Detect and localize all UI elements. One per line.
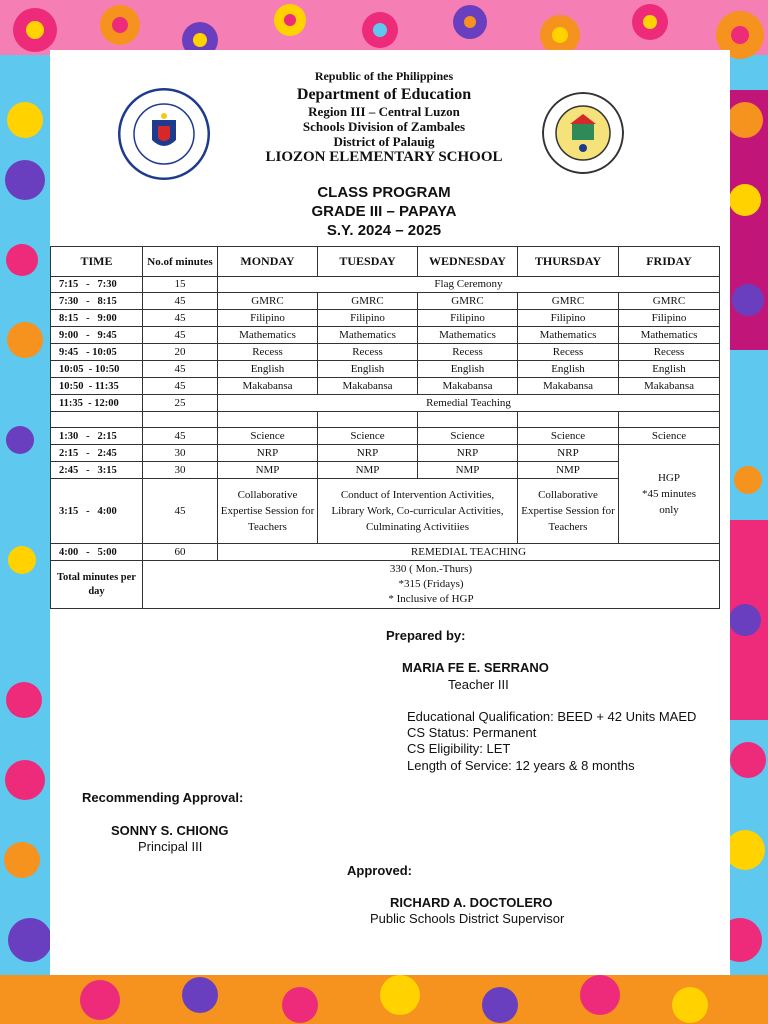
minutes-cell: 45	[143, 310, 218, 327]
col-header-tuesday: TUESDAY	[318, 247, 418, 277]
subject-cell: NMP	[418, 462, 518, 479]
remedial-teaching-cell: REMEDIAL TEACHING	[218, 544, 720, 561]
cs-status: CS Status: Permanent	[407, 725, 537, 740]
republic-text: Republic of the Philippines	[314, 69, 454, 83]
subject-cell: GMRC	[518, 293, 619, 310]
total-line-2: *315 (Fridays)	[398, 578, 464, 590]
time-cell: 10:50 - 11:35	[51, 378, 143, 395]
table-row	[51, 395, 720, 412]
prepared-by-label: Prepared by:	[386, 628, 466, 643]
hgp-title: HGP	[657, 472, 680, 484]
subject-cell: English	[619, 361, 720, 378]
minutes-cell: 15	[143, 277, 218, 293]
prepared-by-name: MARIA FE E. SERRANO	[402, 660, 549, 675]
hgp-note: *45 minutes only	[641, 488, 697, 516]
minutes-cell: 45	[143, 378, 218, 395]
table-row	[51, 445, 720, 462]
total-line-1: 330 ( Mon.-Thurs)	[389, 563, 473, 575]
subject-cell: Science	[619, 428, 720, 445]
table-row	[51, 544, 720, 561]
subject-cell: NRP	[218, 445, 318, 462]
table-row	[51, 344, 720, 361]
school-name: LIOZON ELEMENTARY SCHOOL	[265, 149, 503, 165]
district-text: District of Palauig	[333, 134, 435, 149]
hgp-cell	[619, 445, 720, 544]
table-row	[51, 277, 720, 293]
recommending-approval-label: Recommending Approval:	[82, 790, 244, 805]
subject-cell: GMRC	[318, 293, 418, 310]
region-text: Region III – Central Luzon	[308, 104, 460, 119]
approved-label: Approved:	[347, 863, 412, 878]
minutes-cell: 45	[143, 361, 218, 378]
minutes-cell: 60	[143, 544, 218, 561]
table-row	[51, 378, 720, 395]
time-cell: 4:00 - 5:00	[51, 544, 143, 561]
time-cell: 11:35 - 12:00	[51, 395, 143, 412]
table-row-total	[51, 561, 720, 609]
col-header-time: TIME	[51, 247, 143, 277]
subject-cell: Filipino	[218, 310, 318, 327]
subject-cell: Science	[318, 428, 418, 445]
subject-cell: Mathematics	[518, 327, 619, 344]
subject-cell: English	[518, 361, 619, 378]
class-program-table	[50, 246, 720, 609]
table-row-blank	[51, 412, 720, 428]
subject-cell: Recess	[318, 344, 418, 361]
department-text: Department of Education	[296, 86, 472, 103]
collaborative-session-cell: Collaborative Expertise Session for Teachers	[518, 479, 619, 544]
col-header-wednesday: WEDNESDAY	[418, 247, 518, 277]
subject-cell: English	[218, 361, 318, 378]
subject-cell: Recess	[518, 344, 619, 361]
approved-name: RICHARD A. DOCTOLERO	[390, 895, 553, 910]
subject-cell: English	[318, 361, 418, 378]
col-header-friday: FRIDAY	[619, 247, 720, 277]
subject-cell: Makabansa	[218, 378, 318, 395]
subject-cell: NMP	[318, 462, 418, 479]
flag-ceremony-cell: Flag Ceremony	[218, 277, 720, 293]
total-label-cell: Total minutes per day	[51, 561, 143, 609]
time-cell: 1:30 - 2:15	[51, 428, 143, 445]
subject-cell: Makabansa	[518, 378, 619, 395]
minutes-cell: 20	[143, 344, 218, 361]
time-cell: 10:05 - 10:50	[51, 361, 143, 378]
subject-cell: Mathematics	[619, 327, 720, 344]
time-cell: 7:30 - 8:15	[51, 293, 143, 310]
total-value-cell	[143, 561, 720, 609]
col-header-minutes: No.of minutes	[143, 247, 218, 277]
table-row	[51, 327, 720, 344]
table-row	[51, 428, 720, 445]
time-cell: 3:15 - 4:00	[51, 479, 143, 544]
minutes-cell: 30	[143, 462, 218, 479]
minutes-cell: 30	[143, 445, 218, 462]
minutes-cell: 45	[143, 428, 218, 445]
subject-cell: Filipino	[318, 310, 418, 327]
subject-cell: Mathematics	[218, 327, 318, 344]
subject-cell: Makabansa	[619, 378, 720, 395]
intervention-activities-cell: Conduct of Intervention Activities, Library Work, Co-curricular Activities, Culminating Activitiies	[318, 479, 518, 544]
subject-cell: Science	[518, 428, 619, 445]
subject-cell: Filipino	[619, 310, 720, 327]
time-cell: 8:15 - 9:00	[51, 310, 143, 327]
remedial-teaching-cell: Remedial Teaching	[218, 395, 720, 412]
subject-cell: Filipino	[418, 310, 518, 327]
subject-cell: Mathematics	[418, 327, 518, 344]
subject-cell: Makabansa	[418, 378, 518, 395]
subject-cell: NMP	[518, 462, 619, 479]
program-title: CLASS PROGRAM	[317, 184, 451, 201]
table-row	[51, 361, 720, 378]
subject-cell: Mathematics	[318, 327, 418, 344]
time-cell: 9:45 - 10:05	[51, 344, 143, 361]
time-cell: 7:15 - 7:30	[51, 277, 143, 293]
minutes-cell: 45	[143, 479, 218, 544]
subject-cell: NRP	[318, 445, 418, 462]
subject-cell: GMRC	[619, 293, 720, 310]
table-header-row	[51, 247, 720, 277]
total-line-3: * Inclusive of HGP	[388, 593, 474, 605]
subject-cell: Makabansa	[318, 378, 418, 395]
table-row	[51, 293, 720, 310]
minutes-cell: 45	[143, 293, 218, 310]
educational-qualification: Educational Qualification: BEED + 42 Units MAED	[407, 709, 697, 724]
program-sy: S.Y. 2024 – 2025	[326, 222, 442, 239]
time-cell: 2:45 - 3:15	[51, 462, 143, 479]
subject-cell: Recess	[418, 344, 518, 361]
subject-cell: GMRC	[418, 293, 518, 310]
subject-cell: NMP	[218, 462, 318, 479]
cs-eligibility: CS Eligibility: LET	[407, 741, 511, 756]
recommending-name: SONNY S. CHIONG	[111, 823, 229, 838]
table-row	[51, 310, 720, 327]
subject-cell: Science	[218, 428, 318, 445]
prepared-by-title: Teacher III	[448, 677, 509, 692]
recommending-title: Principal III	[138, 839, 203, 854]
col-header-thursday: THURSDAY	[518, 247, 619, 277]
program-grade: GRADE III – PAPAYA	[311, 203, 457, 220]
subject-cell: English	[418, 361, 518, 378]
subject-cell: Recess	[619, 344, 720, 361]
length-of-service: Length of Service: 12 years & 8 months	[407, 758, 635, 773]
subject-cell: NRP	[418, 445, 518, 462]
subject-cell: Filipino	[518, 310, 619, 327]
collaborative-session-cell: Collaborative Expertise Session for Teachers	[218, 479, 318, 544]
subject-cell: GMRC	[218, 293, 318, 310]
time-cell: 2:15 - 2:45	[51, 445, 143, 462]
subject-cell: Recess	[218, 344, 318, 361]
minutes-cell: 25	[143, 395, 218, 412]
col-header-monday: MONDAY	[218, 247, 318, 277]
subject-cell: Science	[418, 428, 518, 445]
minutes-cell: 45	[143, 327, 218, 344]
subject-cell: NRP	[518, 445, 619, 462]
time-cell: 9:00 - 9:45	[51, 327, 143, 344]
approved-title: Public Schools District Supervisor	[370, 911, 565, 926]
division-text: Schools Division of Zambales	[302, 119, 466, 134]
